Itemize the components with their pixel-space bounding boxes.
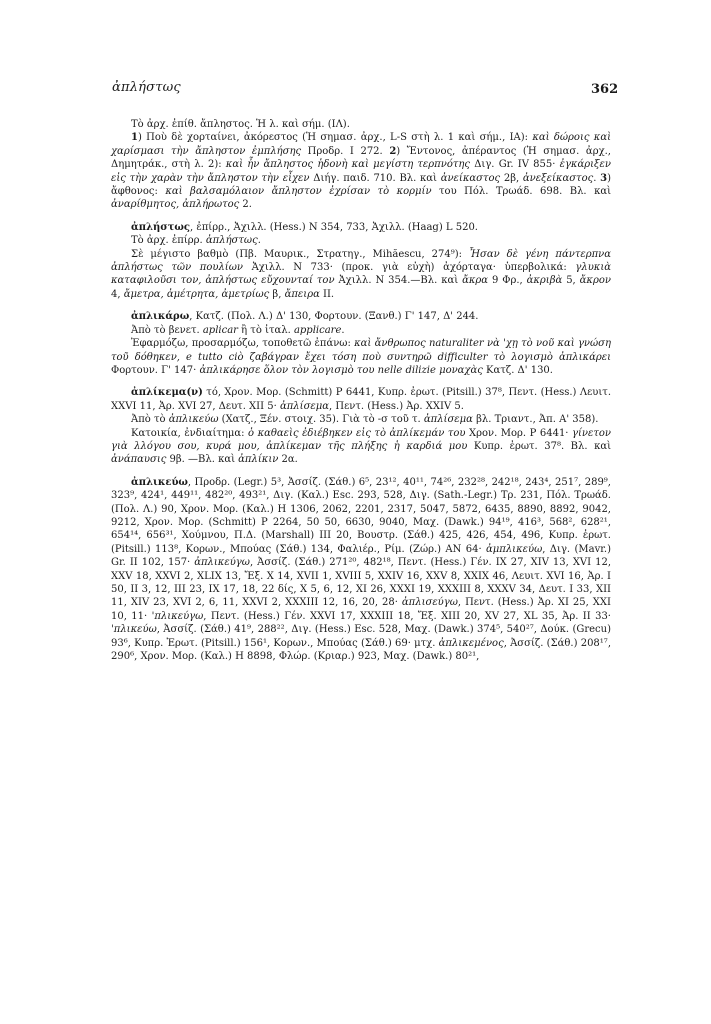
text-run: Φορτουν. Γ' 147· bbox=[111, 364, 200, 376]
text-run: , ἐπίρρ., Ἀχιλλ. (Hess.) Ν 354, 733, Ἀχιλλ. (Haag) L 520. bbox=[190, 221, 478, 233]
text-run: 2β, bbox=[500, 172, 523, 184]
text-run: . bbox=[257, 235, 261, 247]
text-run: ἀπλίκιν bbox=[238, 454, 279, 466]
text-run: ἀνείκαστος bbox=[440, 172, 501, 184]
text-run: Ἦσαν δὲ γένη πάντερπνα ἀπλήστως τῶν πουλίων bbox=[111, 248, 612, 274]
text-run: Ἀχιλλ. Ν 733· (προκ. γιὰ εὐχὴ) ἀχόρταγα· ὑπερβολικά: bbox=[242, 262, 576, 274]
text-run: του Πόλ. Τρωάδ. 698. Βλ. καὶ bbox=[431, 186, 611, 198]
text-run: ἀνάπαυσις bbox=[111, 454, 167, 466]
entry-paragraph bbox=[111, 234, 611, 247]
entry-paragraph bbox=[111, 324, 611, 337]
text-run: γλυκιὰ καταφιλοῦσι τον, ἀπλήστως εὔχουνταί τον bbox=[111, 262, 611, 287]
text-run: , Προδρ. (Legr.) 5³, Ἀσσίζ. (Σάθ.) 6⁵, 23¹², 40¹¹, 74²⁶, 232²⁸, 242¹⁸, 243⁴, 251⁷, 289⁹, 323⁹, 424¹, 449¹¹, 482²⁰, 493²¹, Διγ. (Καλ.) Esc. 293, 528, Διγ. (Sath.-Legr.) Τρ. 231, Πόλ. Τρωάδ. (Πολ. Λ.) 90, Χρον. Μορ. (Καλ.) Η 1306, 2062, 2201, 2317, 5047, 5872, 6435, 8890, 8892, 9042, 9212, Χρον. Μορ. (Schmitt) Ρ 2264, 50 50, 6630, 9040, Μαχ. (Dawk.) 94¹⁹, 416³, 568², 628²¹, 654¹⁴, 656³¹, Χούμνου, Π.Δ. (Marshall) ΙΙΙ 20, Βουστρ. (Σάθ.) 425, 426, 454, 496, Κυπρ. ἐρωτ. (Pitsill.) 113⁸, Κορων., Μπούας (Σάθ.) 134, Φαλιέρ., Ρίμ. (Ζώρ.) ΑΝ 64· bbox=[111, 476, 611, 555]
entry-paragraph bbox=[111, 427, 611, 467]
text-run: Κατζ. Δ' 130. bbox=[482, 364, 553, 376]
text-run: , Πεντ. (Hess.) Ἀρ. XXIV 5. bbox=[329, 400, 464, 412]
text-run: ἄκρα bbox=[462, 275, 489, 287]
entry-paragraph bbox=[111, 248, 611, 302]
text-run: , Πεντ. (Hess.) Γέν. XXVI 17, XXXIII 18, Ἔξ. XIII 20, XV 27, XL 35, Ἀρ. II 33· bbox=[203, 610, 611, 622]
text-run: βλ. Τριαντ., Ἀπ. Α' 358). bbox=[472, 414, 599, 426]
text-run: γίνετον γιὰ λλόγου σου, κυρά μου, ἀπλίκεμαν τῆς πλήξης ἡ καρδιά μου bbox=[111, 427, 611, 452]
text-run: Προδρ. Ι 272. bbox=[301, 145, 390, 157]
text-run: ἀκριβὰ bbox=[526, 275, 563, 287]
text-run: , Πεντ. (Hess.) Ἀρ. XI 25, XXI 10, 11· bbox=[111, 597, 611, 622]
text-run: Διγ. Gr. IV 855· bbox=[469, 159, 560, 171]
text-run: ἀπλικεύγω bbox=[194, 557, 250, 569]
dictionary-entry bbox=[111, 386, 611, 466]
text-run: 'πλικεύω bbox=[111, 624, 157, 636]
entry-paragraph bbox=[111, 131, 611, 211]
page-number: 362 bbox=[591, 82, 619, 97]
entry-gap bbox=[111, 377, 611, 386]
text-run: ἀπλικεμένος bbox=[438, 637, 504, 649]
text-run: ) Ἔντονος, ἀπέραντος (Ἡ σημασ. ἀρχ., Δημητράκ., στὴ λ. 2): bbox=[111, 145, 611, 171]
entry-paragraph bbox=[111, 413, 611, 426]
text-run: , Ἀσσίζ. (Σάθ.) 271²⁰, 482¹⁸, Πεντ. (Hess.) Γέν. IX 27, XIV 13, XVI 12, XXV 18, XXVI 2, XLIX 13, Ἔξ. X 14, XVII 1, XVIII 5, XXIV 16, XXV 8, XXIX 46, Λευιτ. XVI 16, Ἀρ. I 50, II 3, 12, III 23, IX 17, 18, 22 δίς, X 5, 6, 12, XI 26, XXXI 19, XXXIII 8, XXXV 34, Δευτ. I 33, XII 11, XIV 23, XVI 2, 6, 11, XXVI 2, XXXIII 12, 16, 20, 28· bbox=[111, 557, 611, 609]
text-run: ἀπλικάρησε ὅλον τὸν λογισμὸ του nelle dilizie μοναχὰς bbox=[199, 364, 483, 376]
text-run: ἄμετρα, ἀμέτρητα, ἀμετρίως bbox=[123, 288, 270, 300]
text-run: ἐγκάριξεν εἰς τὴν χαρὰν τὴν ἄπληστον τὴν εἶχεν bbox=[111, 159, 611, 184]
text-run: ὁ καθαεὶς ἐδιέβηκεν εἰς τὸ ἀπλίκεμάν του bbox=[248, 427, 466, 439]
text-run: ἀμπλικεύω bbox=[486, 543, 543, 555]
text-run: applicare bbox=[293, 324, 342, 336]
dictionary-entry bbox=[111, 118, 611, 212]
text-run: 4, bbox=[111, 288, 124, 300]
text-run: β, bbox=[269, 288, 285, 300]
entry-lemma-paragraph bbox=[111, 310, 611, 323]
sense-number: 1 bbox=[131, 132, 138, 144]
text-run: Ἀπὸ τὸ bbox=[131, 414, 169, 426]
text-run: ) Ποὺ δὲ χορταίνει, ἀκόρεστος (Ἡ σημασ. ἀρχ., L-S στὴ λ. 1 καὶ σήμ., ΙΑ): bbox=[137, 132, 533, 144]
sense-number: 3 bbox=[600, 172, 608, 184]
text-run: Ἀπὸ τὸ βενετ. bbox=[131, 324, 203, 336]
text-run: ἀναρίθμητος, ἀπλήρωτος bbox=[111, 199, 240, 211]
text-run: Κυπρ. ἐρωτ. 37⁸. Βλ. καὶ bbox=[467, 440, 611, 452]
text-run: (Χατζ., Ξέν. στοιχ. 35). Γιὰ τὸ -σ τοῦ τ. bbox=[218, 414, 424, 426]
text-run: Ἀχιλλ. Ν 354.—Βλ. καὶ bbox=[334, 275, 463, 287]
text-run: Σὲ μέγιστο βαθμὸ (Πβ. Μαυρικ., Στρατηγ., Mihăescu, 274⁹): bbox=[131, 248, 470, 260]
text-run: ἀνεξείκαστος bbox=[522, 172, 594, 184]
text-run: ἀπλίσεμα bbox=[279, 400, 330, 412]
headword: ἀπλίκεμα(ν) bbox=[131, 387, 203, 399]
entry-lemma-paragraph bbox=[111, 386, 611, 413]
sense-number: 2 bbox=[389, 145, 397, 157]
text-run: Τὸ ἀρχ. ἐπίθ. ἄπληστος. Ἡ λ. καὶ σήμ. (ΙΛ). bbox=[131, 119, 350, 130]
text-run: τό, Χρον. Μορ. (Schmitt) Ρ 6441, Κυπρ. ἐρωτ. (Pitsill.) 37⁸, Πεντ. (Hess.) Λευιτ. XXVI 11, Ἀρ. XVI 27, Δευτ. XII 5· bbox=[111, 387, 611, 412]
text-run: καὶ δώροις καὶ χαρίσμασι τὴν ἄπληστον ἐμπλήσης bbox=[111, 132, 611, 157]
text-run: Ἐφαρμόζω, προσαρμόζω, τοποθετῶ ἐπάνω: bbox=[131, 338, 355, 350]
headword: ἀπλήστως bbox=[131, 221, 191, 233]
running-head: ἀπλήστως bbox=[112, 80, 181, 95]
dictionary-entry bbox=[111, 476, 611, 664]
text-run: ἀπλήστως bbox=[205, 235, 258, 247]
text-run: , Ἀσσίζ. (Σάθ.) 41⁹, 288²², Διγ. (Hess.) Esc. 528, Μαχ. (Dawk.) 374⁵, 540²⁷, Δούκ. (Grecu) 93⁶, Κυπρ. Ἐρωτ. (Pitsill.) 156¹, Κορων., Μπούας (Σάθ.) 69· μτχ. bbox=[111, 624, 611, 649]
text-run: ἀπλισεύγω bbox=[401, 597, 458, 609]
text-run: Χρον. Μορ. Ρ 6441· bbox=[465, 427, 573, 439]
text-run: Τὸ ἀρχ. ἐπίρρ. bbox=[131, 235, 206, 247]
dictionary-entry bbox=[111, 310, 611, 377]
entry-gap bbox=[111, 212, 611, 221]
text-run: καὶ βαλσαμόλαιον ἄπληστον ἐχρίσαν τὸ κορμίν bbox=[165, 186, 432, 198]
text-run: ἀπλίσεμα bbox=[423, 414, 473, 426]
text-run: Διήγ. παιδ. 710. Βλ. καὶ bbox=[309, 172, 441, 184]
text-run: ἀπλικεύω bbox=[168, 414, 219, 426]
text-run: ἢ τὸ ἰταλ. bbox=[237, 324, 294, 336]
dictionary-entry bbox=[111, 221, 611, 301]
headword: ἀπλικάρω bbox=[131, 311, 190, 323]
text-run: 'πλικεύγω bbox=[151, 610, 204, 622]
text-run: 9β. —Βλ. καὶ bbox=[166, 454, 239, 466]
text-run: ἄπειρα bbox=[284, 288, 320, 300]
text-run: 2α. bbox=[278, 454, 298, 466]
text-run: 5, bbox=[562, 275, 580, 287]
text-run: ) ἄφθονος: bbox=[111, 172, 612, 198]
dictionary-body bbox=[111, 118, 611, 663]
entry-lemma-paragraph bbox=[111, 476, 611, 664]
text-run: 9 Φρ., bbox=[488, 275, 527, 287]
entry-gap bbox=[111, 467, 611, 476]
text-run: Κατοικία, ἐνδιαίτημα: bbox=[131, 427, 249, 439]
headword: ἀπλικεύω bbox=[131, 476, 188, 488]
text-run: καὶ ἦν ἄπληστος ἡδονὴ καὶ μεγίστη τερπνότης bbox=[225, 159, 470, 171]
text-run: καὶ ἄνθρωπος naturaliter νὰ 'χῃ τὸ νοῦ καὶ γνώση τοῦ δόθηκεν, e tutto ciò ζαβάγραν ἔχει τόση ποὺ συντηρῶ difficulter τὸ λογισμὸ ἀπλικάρει bbox=[111, 338, 611, 363]
text-run: , Διγ. (Mavr.) Gr. II 102, 157· bbox=[111, 543, 611, 569]
text-run: . bbox=[593, 172, 601, 184]
text-run: ΙΙ. bbox=[319, 288, 335, 300]
text-run: 2. bbox=[239, 199, 252, 211]
text-run: aplicar bbox=[202, 324, 238, 336]
entry-lemma-paragraph bbox=[111, 221, 611, 234]
entry-lemma-paragraph bbox=[111, 118, 611, 131]
entry-paragraph bbox=[111, 337, 611, 377]
text-run: . bbox=[341, 324, 345, 336]
text-run: ἄκρον bbox=[579, 275, 611, 287]
text-run: , Κατζ. (Πολ. Λ.) Δ' 130, Φορτουν. (Ξανθ.) Γ' 147, Δ' 244. bbox=[189, 311, 479, 323]
text-run: , Ἀσσίζ. (Σάθ.) 208¹⁷, 290⁶, Χρον. Μορ. (Καλ.) Η 8898, Φλώρ. (Κριαρ.) 923, Μαχ. (Dawk.) 80²¹, bbox=[111, 637, 611, 663]
entry-gap bbox=[111, 301, 611, 310]
